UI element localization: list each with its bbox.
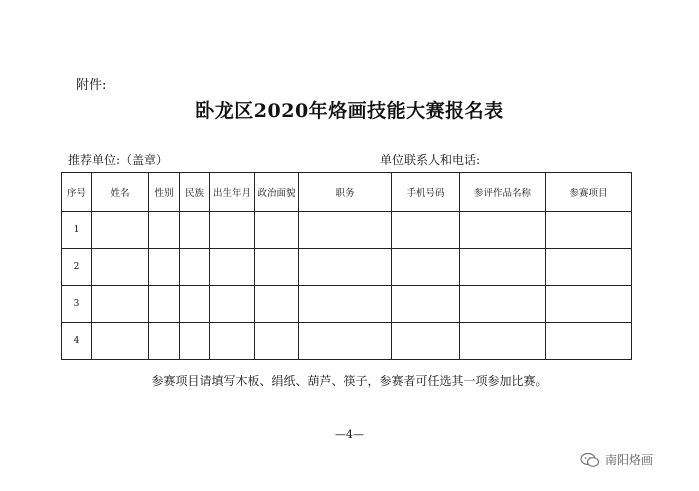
footnote: 参赛项目请填写木板、绢纸、葫芦、筷子，参赛者可任选其一项参加比赛。: [151, 374, 548, 388]
watermark: [580, 451, 653, 468]
birth-date-cell: [210, 286, 255, 323]
col-header-political-status: 政治面貌: [255, 173, 299, 212]
name-cell: [92, 249, 149, 286]
political-status-cell: [255, 323, 299, 360]
work-title-cell: [460, 323, 546, 360]
row-number: 2: [62, 249, 92, 286]
col-header-phone: 手机号码: [392, 173, 460, 212]
name-cell: [92, 212, 149, 249]
ethnicity-cell: [180, 323, 210, 360]
political-status-cell: [255, 212, 299, 249]
ethnicity-cell: [180, 212, 210, 249]
recommend-unit-label: 推荐单位:（盖章）: [68, 153, 169, 167]
page-number: —4—: [335, 428, 364, 441]
position-cell: [299, 323, 392, 360]
work-title-cell: [460, 249, 546, 286]
ethnicity-cell: [180, 286, 210, 323]
phone-cell: [392, 212, 460, 249]
category-cell: [546, 323, 632, 360]
header-row: [62, 173, 632, 212]
gender-cell: [149, 249, 180, 286]
phone-cell: [392, 249, 460, 286]
name-cell: [92, 323, 149, 360]
category-cell: [546, 212, 632, 249]
gender-cell: [149, 212, 180, 249]
col-header-birth-date: 出生年月: [210, 173, 255, 212]
contact-label: 单位联系人和电话:: [380, 153, 481, 167]
row-number: 3: [62, 286, 92, 323]
ethnicity-cell: [180, 249, 210, 286]
attachment-label: 附件:: [76, 78, 107, 93]
gender-cell: [149, 323, 180, 360]
table-row: [62, 249, 632, 286]
col-header-position: 职务: [299, 173, 392, 212]
phone-cell: [392, 286, 460, 323]
col-header-name: 姓名: [92, 173, 149, 212]
watermark-text: 南阳烙画: [605, 453, 654, 467]
category-cell: [546, 249, 632, 286]
col-header-number: 序号: [62, 173, 92, 212]
row-number: 1: [62, 212, 92, 249]
registration-table: [61, 172, 632, 360]
position-cell: [299, 286, 392, 323]
position-cell: [299, 212, 392, 249]
birth-date-cell: [210, 212, 255, 249]
work-title-cell: [460, 212, 546, 249]
political-status-cell: [255, 249, 299, 286]
col-header-gender: 性别: [149, 173, 180, 212]
birth-date-cell: [210, 323, 255, 360]
col-header-ethnicity: 民族: [180, 173, 210, 212]
birth-date-cell: [210, 249, 255, 286]
col-header-work-title: 参评作品名称: [460, 173, 546, 212]
form-title: 卧龙区2020年烙画技能大赛报名表: [195, 100, 504, 122]
col-header-category: 参赛项目: [546, 173, 632, 212]
category-cell: [546, 286, 632, 323]
position-cell: [299, 249, 392, 286]
work-title-cell: [460, 286, 546, 323]
table-row: [62, 212, 632, 249]
name-cell: [92, 286, 149, 323]
wechat-icon: [580, 452, 600, 468]
gender-cell: [149, 286, 180, 323]
table-row: [62, 323, 632, 360]
row-number: 4: [62, 323, 92, 360]
table-row: [62, 286, 632, 323]
political-status-cell: [255, 286, 299, 323]
phone-cell: [392, 323, 460, 360]
